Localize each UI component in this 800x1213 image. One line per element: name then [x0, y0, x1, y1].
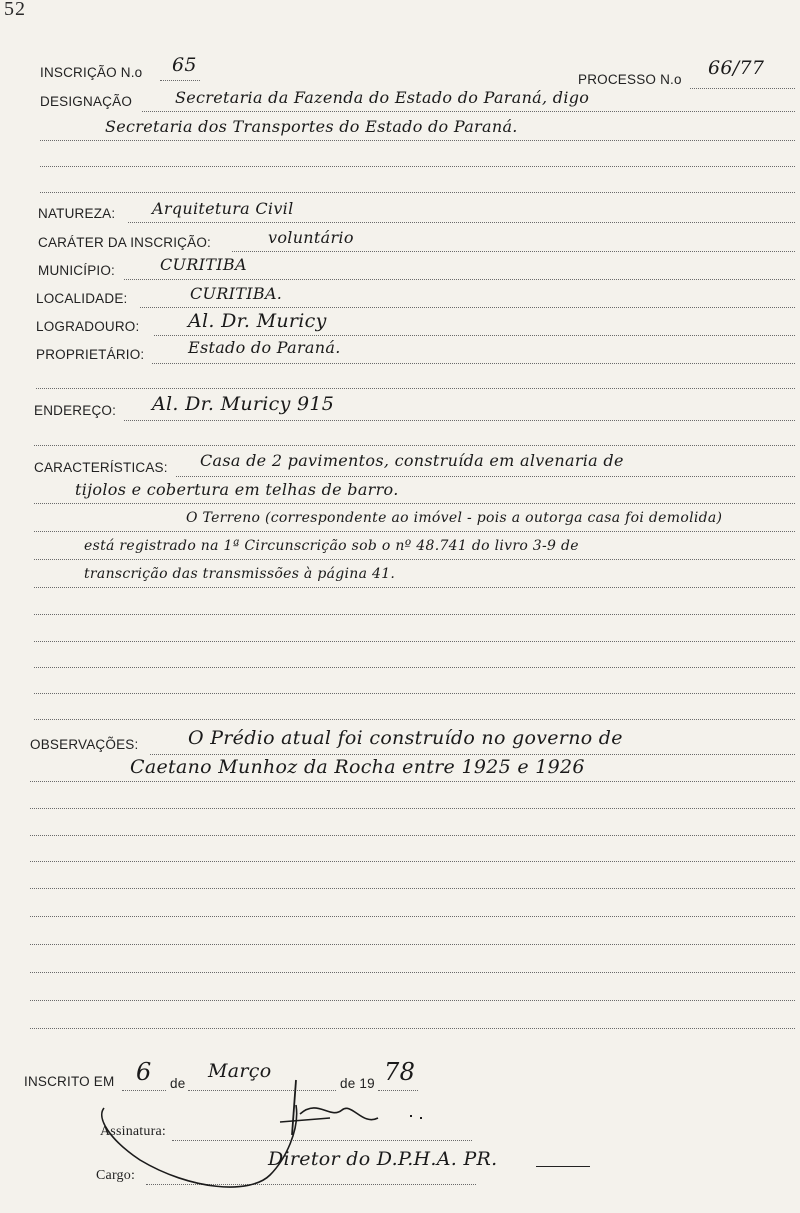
- observacoes-line-2: Caetano Munhoz da Rocha entre 1925 e 1926: [130, 756, 585, 778]
- observacoes-rule-6: [30, 888, 795, 889]
- proprietario-value: Estado do Paraná.: [188, 338, 341, 357]
- caracteristicas-label: CARACTERÍSTICAS:: [34, 460, 168, 475]
- caracteristicas-rule-7: [34, 641, 795, 642]
- inscrito-em-label: INSCRITO EM: [24, 1074, 115, 1089]
- municipio-rule: [124, 279, 795, 280]
- assinatura-label: Assinatura:: [100, 1124, 166, 1139]
- localidade-label: LOCALIDADE:: [36, 291, 128, 306]
- inscrito-year-line: [378, 1090, 418, 1091]
- inscrito-de19-label: de 19: [340, 1076, 375, 1091]
- caracteristicas-rule-4: [34, 559, 795, 560]
- observacoes-rule-4: [30, 835, 795, 836]
- caracteristicas-rule-5: [34, 587, 795, 588]
- logradouro-rule: [154, 335, 795, 336]
- caracteristicas-rule-8: [34, 667, 795, 668]
- designacao-label: DESIGNAÇÃO: [40, 94, 133, 109]
- caracteristicas-line-5: transcrição das transmissões à página 41.: [84, 566, 396, 582]
- observacoes-rule-5: [30, 861, 795, 862]
- observacoes-rule-3: [30, 808, 795, 809]
- observacoes-rule-1: [150, 754, 795, 755]
- caracteristicas-rule-1: [176, 476, 795, 477]
- observacoes-rule-11: [30, 1028, 795, 1029]
- processo-label: PROCESSO N.o: [578, 72, 682, 87]
- observacoes-rule-7: [30, 916, 795, 917]
- processo-value: 66/77: [708, 57, 765, 79]
- cargo-line: [146, 1184, 476, 1185]
- inscricao-value: 65: [172, 54, 197, 76]
- municipio-label: MUNICÍPIO:: [38, 263, 116, 278]
- inscrito-de-label: de: [170, 1076, 186, 1091]
- natureza-rule: [128, 222, 795, 223]
- observacoes-line-1: O Prédio atual foi construído no governo de: [188, 727, 623, 749]
- observacoes-rule-9: [30, 972, 795, 973]
- carater-label: CARÁTER DA INSCRIÇÃO:: [38, 235, 211, 250]
- caracteristicas-rule-9: [34, 693, 795, 694]
- endereco-value: Al. Dr. Muricy 915: [152, 393, 335, 415]
- designacao-line-1: Secretaria da Fazenda do Estado do Paraná, digo: [175, 88, 590, 107]
- inscrito-day-line: [122, 1090, 166, 1091]
- natureza-value: Arquitetura Civil: [152, 199, 294, 218]
- endereco-rule: [124, 420, 795, 421]
- inscrito-year: 78: [384, 1058, 416, 1086]
- carater-rule: [232, 251, 795, 252]
- proprietario-rule: [152, 363, 795, 364]
- observacoes-label: OBSERVAÇÕES:: [30, 737, 139, 752]
- inscrito-month: Março: [208, 1060, 272, 1082]
- inscrito-month-line: [188, 1090, 336, 1091]
- designacao-line-2: Secretaria dos Transportes do Estado do Paraná.: [105, 117, 518, 136]
- localidade-rule: [140, 307, 795, 308]
- caracteristicas-line-3: O Terreno (correspondente ao imóvel - pois a outorga casa foi demolida): [186, 510, 723, 526]
- cargo-value: Diretor do D.P.H.A. PR.: [268, 1148, 498, 1170]
- assinatura-line: [172, 1140, 472, 1141]
- inscrito-day: 6: [136, 1058, 152, 1086]
- caracteristicas-rule-2: [34, 503, 795, 504]
- page-number: 52: [4, 0, 26, 20]
- observacoes-rule-8: [30, 944, 795, 945]
- designacao-rule-4: [40, 192, 795, 193]
- caracteristicas-line-1: Casa de 2 pavimentos, construída em alvenaria de: [200, 451, 624, 470]
- endereco-label: ENDEREÇO:: [34, 403, 117, 418]
- endereco-rule-2: [34, 445, 795, 446]
- natureza-label: NATUREZA:: [38, 206, 116, 221]
- proprietario-rule-2: [36, 388, 795, 389]
- inscricao-label: INSCRIÇÃO N.o: [40, 65, 143, 80]
- designacao-rule-1: [142, 111, 795, 112]
- proprietario-label: PROPRIETÁRIO:: [36, 347, 145, 362]
- observacoes-rule-2: [30, 781, 795, 782]
- caracteristicas-rule-10: [34, 719, 795, 720]
- cargo-trailing-stroke: [536, 1166, 590, 1167]
- caracteristicas-line-4: está registrado na 1ª Circunscrição sob o nº 48.741 do livro 3-9 de: [84, 538, 579, 554]
- designacao-rule-2: [40, 140, 795, 141]
- inscricao-line: [160, 80, 200, 81]
- localidade-value: CURITIBA.: [190, 284, 283, 303]
- caracteristicas-line-2: tijolos e cobertura em telhas de barro.: [75, 480, 399, 499]
- cargo-label: Cargo:: [96, 1168, 136, 1183]
- municipio-value: CURITIBA: [160, 255, 247, 274]
- logradouro-label: LOGRADOURO:: [36, 319, 140, 334]
- observacoes-rule-10: [30, 1000, 795, 1001]
- designacao-rule-3: [40, 166, 795, 167]
- carater-value: voluntário: [268, 228, 354, 247]
- processo-line: [690, 88, 795, 89]
- logradouro-value: Al. Dr. Muricy: [188, 310, 327, 332]
- caracteristicas-rule-3: [34, 531, 795, 532]
- caracteristicas-rule-6: [34, 614, 795, 615]
